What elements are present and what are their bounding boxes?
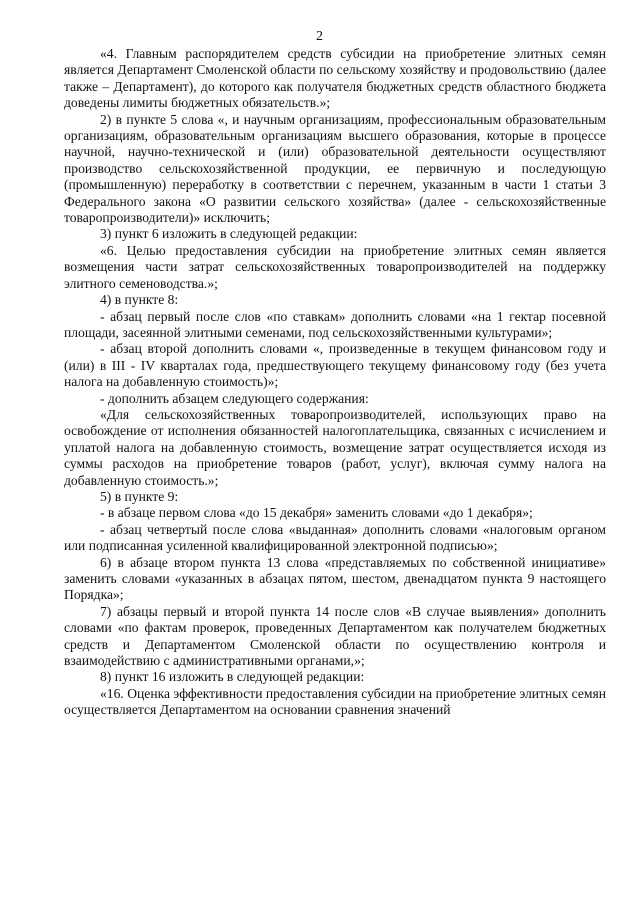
paragraph-11: - в абзаце первом слова «до 15 декабря» заменить словами «до 1 декабря»;: [100, 505, 533, 521]
paragraph-3: 3) пункт 6 изложить в следующей редакции:: [100, 226, 358, 242]
paragraph-15: 8) пункт 16 изложить в следующей редакции:: [100, 669, 365, 685]
paragraph-12: - абзац четвертый после слова «выданная» дополнить словами «налоговым органом или подписанная усиленной квалифицированной электронной подписью»;: [64, 521, 606, 554]
paragraph-10: 5) в пункте 9:: [100, 488, 179, 504]
paragraph-2: 2) в пункте 5 слова «, и научным организациям, профессиональным образовательным организациям, образовательным организациям высшего образования, которые в процессе научной, научно-технической и (или) образовательной деятельности осуществляют производство сельскохозяйственной продукции, ее первичную и последующую (промышленную) переработку в соответствии с перечнем, указанным в части 1 статьи 3 Федерального закона «О развитии сельского хозяйства» (далее - сельскохозяйственные товаропроизводители)» исключить;: [64, 111, 606, 226]
paragraph-16: «16. Оценка эффективности предоставления субсидии на приобретение элитных семян осуществляется Департаментом на основании сравнения значений: [64, 685, 606, 718]
paragraph-9: «Для сельскохозяйственных товаропроизводителей, использующих право на освобождение от исполнения обязанностей налогоплательщика, связанных с исчислением и уплатой налога на добавленную стоимость, возмещение затрат осуществляется исходя из суммы расходов на приобретение товаров (работ, услуг), включая сумму налога на добавленную стоимость.»;: [64, 406, 606, 488]
paragraph-6: - абзац первый после слов «по ставкам» дополнить словами «на 1 гектар посевной площади, засеянной элитными семенами, под сельскохозяйственными культурами»;: [64, 308, 606, 340]
paragraph-4: «6. Целью предоставления субсидии на приобретение элитных семян является возмещения части затрат сельскохозяйственных товаропроизводителей на поддержку элитного семеноводства.»;: [64, 242, 606, 291]
paragraph-7: - абзац второй дополнить словами «, произведенные в текущем финансовом году и (или) в III - IV кварталах года, предшествующего текущему финансовому году (без учета налога на добавленную стоимость)»;: [64, 341, 606, 390]
paragraph-5: 4) в пункте 8:: [100, 292, 179, 308]
page-number: 2: [316, 29, 323, 44]
paragraph-1: «4. Главным распорядителем средств субсидии на приобретение элитных семян является Департамент Смоленской области по сельскому хозяйству и продовольствию (далее также – Департамент), до которого как получателя бюджетных средств областного бюджета доведены лимиты бюджетных обязательств.»;: [64, 46, 606, 111]
paragraph-13: 6) в абзаце втором пункта 13 слова «представляемых по собственной инициативе» заменить словами «указанных в абзацах пятом, шестом, двенадцатом пункта 9 настоящего Порядка»;: [64, 554, 606, 603]
paragraph-14: 7) абзацы первый и второй пункта 14 после слов «В случае выявления» дополнить словами «по фактам проверок, проведенных Департаментом как получателем бюджетных средств и Департаментом Смоленской области по осуществлению контроля и взаимодействию с административными органами,»;: [64, 603, 606, 669]
document-body: [64, 46, 606, 719]
paragraph-8: - дополнить абзацем следующего содержания:: [100, 390, 369, 406]
